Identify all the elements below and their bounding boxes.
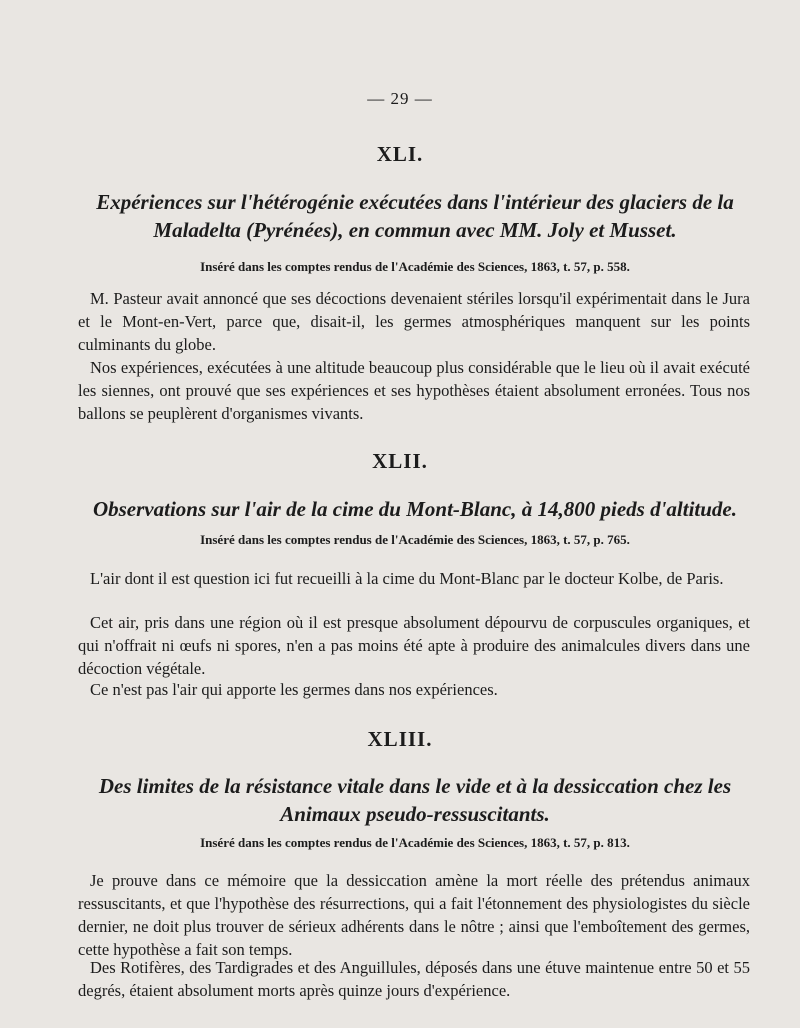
paragraph: Je prouve dans ce mémoire que la dessiccation amène la mort réelle des prétendus animaux ressuscitants, et que l'hypothèse des résurrections, qui a fait l'étonnement des physiologistes du siècle dernier, ne doit plus trouver de sérieux adhérents dans le nôtre ; ainsi que l'emboîtement des germes, cette hypothèse a fait son temps. <box>78 871 750 959</box>
section-title-xliii: Des limites de la résistance vitale dans le vide et à la dessiccation chez les Animaux pseudo-ressuscitants. <box>98 774 732 826</box>
section-title-xli: Expériences sur l'hétérogénie exécutées dans l'intérieur des glaciers de la Maladelta (Pyrénées), en commun avec MM. Joly et Musset. <box>96 190 734 242</box>
section-heading-xlii: XLII. <box>372 449 428 473</box>
paragraph: Ce n'est pas l'air qui apporte les germes dans nos expériences. <box>90 680 498 699</box>
paragraph: L'air dont il est question ici fut recueilli à la cime du Mont-Blanc par le docteur Kolbe, de Paris. <box>90 569 724 588</box>
paragraph: Nos expériences, exécutées à une altitude beaucoup plus considérable que le lieu où il avait exécuté les siennes, ont prouvé que ses expériences et ses hypothèses étaient absolument erronées. Tous nos ballons se peuplèrent d'organismes vivants. <box>78 358 750 423</box>
section-heading-xli: XLI. <box>376 142 424 166</box>
page-number: — 29 — <box>367 89 433 108</box>
paragraph: Cet air, pris dans une région où il est presque absolument dépourvu de corpuscules organiques, et qui n'offrait ni œufs ni spores, n'en a pas moins été apte à produire des animalcules divers dans une décoction végétale. <box>78 613 750 678</box>
section-reference-xliii: Inséré dans les comptes rendus de l'Académie des Sciences, 1863, t. 57, p. 813. <box>200 835 630 850</box>
section-reference-xli: Inséré dans les comptes rendus de l'Académie des Sciences, 1863, t. 57, p. 558. <box>200 259 630 274</box>
section-reference-xlii: Inséré dans les comptes rendus de l'Académie des Sciences, 1863, t. 57, p. 765. <box>200 532 630 547</box>
paragraph: Des Rotifères, des Tardigrades et des Anguillules, déposés dans une étuve maintenue entre 50 et 55 degrés, étaient absolument morts après quinze jours d'expérience. <box>78 958 750 1000</box>
section-title-xlii: Observations sur l'air de la cime du Mont-Blanc, à 14,800 pieds d'altitude. <box>92 497 738 521</box>
paragraph: M. Pasteur avait annoncé que ses décoctions devenaient stériles lorsqu'il expérimentait dans le Jura et le Mont-en-Vert, parce que, disait-il, les germes atmosphériques manquent sur les points culminants du globe. <box>78 289 750 354</box>
section-heading-xliii: XLIII. <box>367 727 433 751</box>
